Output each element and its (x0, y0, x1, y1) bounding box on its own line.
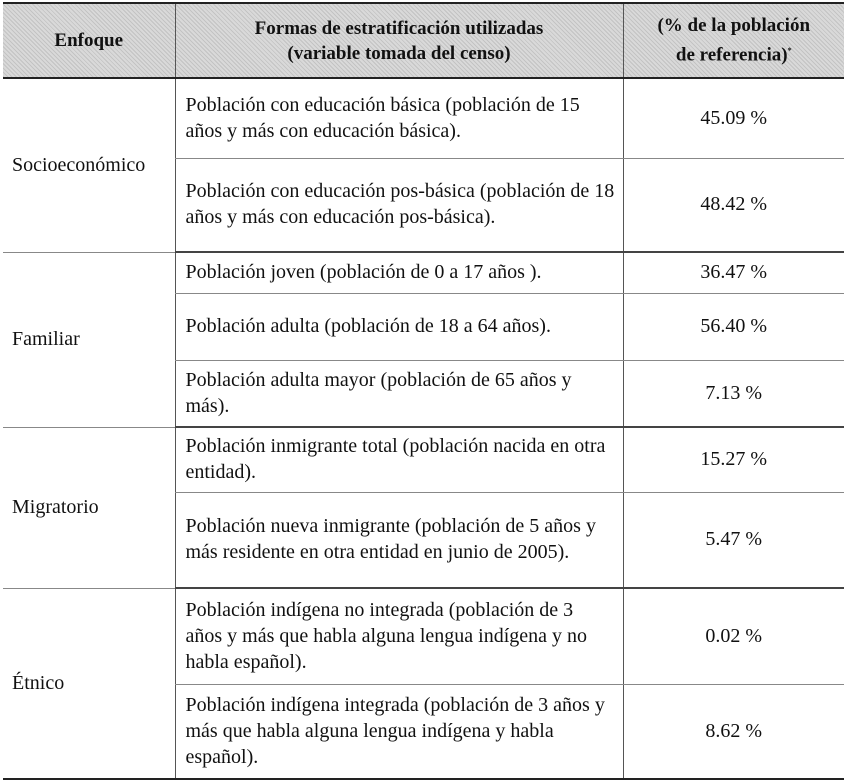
header-porcentaje-line1: (% de la población (657, 15, 811, 37)
table-row (3, 427, 844, 492)
header-formas-line2: (variable tomada del censo) (287, 42, 511, 64)
percentage-cell: 5.47 % (623, 492, 844, 588)
table-header-row (3, 3, 844, 78)
header-porcentaje-line2: de referencia) (675, 44, 788, 66)
enfoque-cell: Socioeconómico (3, 78, 175, 252)
description-cell: Población inmigrante total (población nacida en otra entidad). (175, 427, 623, 492)
stratification-table-container (3, 2, 844, 780)
header-formas (175, 3, 623, 78)
percentage-cell: 48.42 % (623, 158, 844, 252)
description-cell: Población adulta mayor (población de 65 años y más). (175, 360, 623, 427)
enfoque-cell: Migratorio (3, 427, 175, 588)
description-cell: Población indígena integrada (población de 3 años y más que habla alguna lengua indígena y habla español). (175, 684, 623, 779)
table-row (3, 588, 844, 684)
percentage-cell: 7.13 % (623, 360, 844, 427)
table-row (3, 252, 844, 293)
percentage-cell: 15.27 % (623, 427, 844, 492)
header-porcentaje (623, 3, 844, 78)
description-cell: Población adulta (población de 18 a 64 años). (175, 293, 623, 360)
percentage-cell: 45.09 % (623, 78, 844, 158)
description-cell: Población nueva inmigrante (población de 5 años y más residente en otra entidad en junio de 2005). (175, 492, 623, 588)
header-enfoque: Enfoque (3, 3, 175, 78)
description-cell: Población indígena no integrada (población de 3 años y más que habla alguna lengua indígena y no habla español). (175, 588, 623, 684)
enfoque-cell: Étnico (3, 588, 175, 779)
enfoque-cell: Familiar (3, 252, 175, 427)
description-cell: Población con educación básica (población de 15 años y más con educación básica). (175, 78, 623, 158)
description-cell: Población joven (población de 0 a 17 años ). (175, 252, 623, 293)
header-footnote-mark: * (787, 46, 792, 56)
table-row (3, 78, 844, 158)
percentage-cell: 36.47 % (623, 252, 844, 293)
percentage-cell: 0.02 % (623, 588, 844, 684)
stratification-table (3, 2, 844, 780)
percentage-cell: 56.40 % (623, 293, 844, 360)
percentage-cell: 8.62 % (623, 684, 844, 779)
description-cell: Población con educación pos-básica (población de 18 años y más con educación pos-básica). (175, 158, 623, 252)
header-formas-line1: Formas de estratificación utilizadas (254, 17, 544, 39)
